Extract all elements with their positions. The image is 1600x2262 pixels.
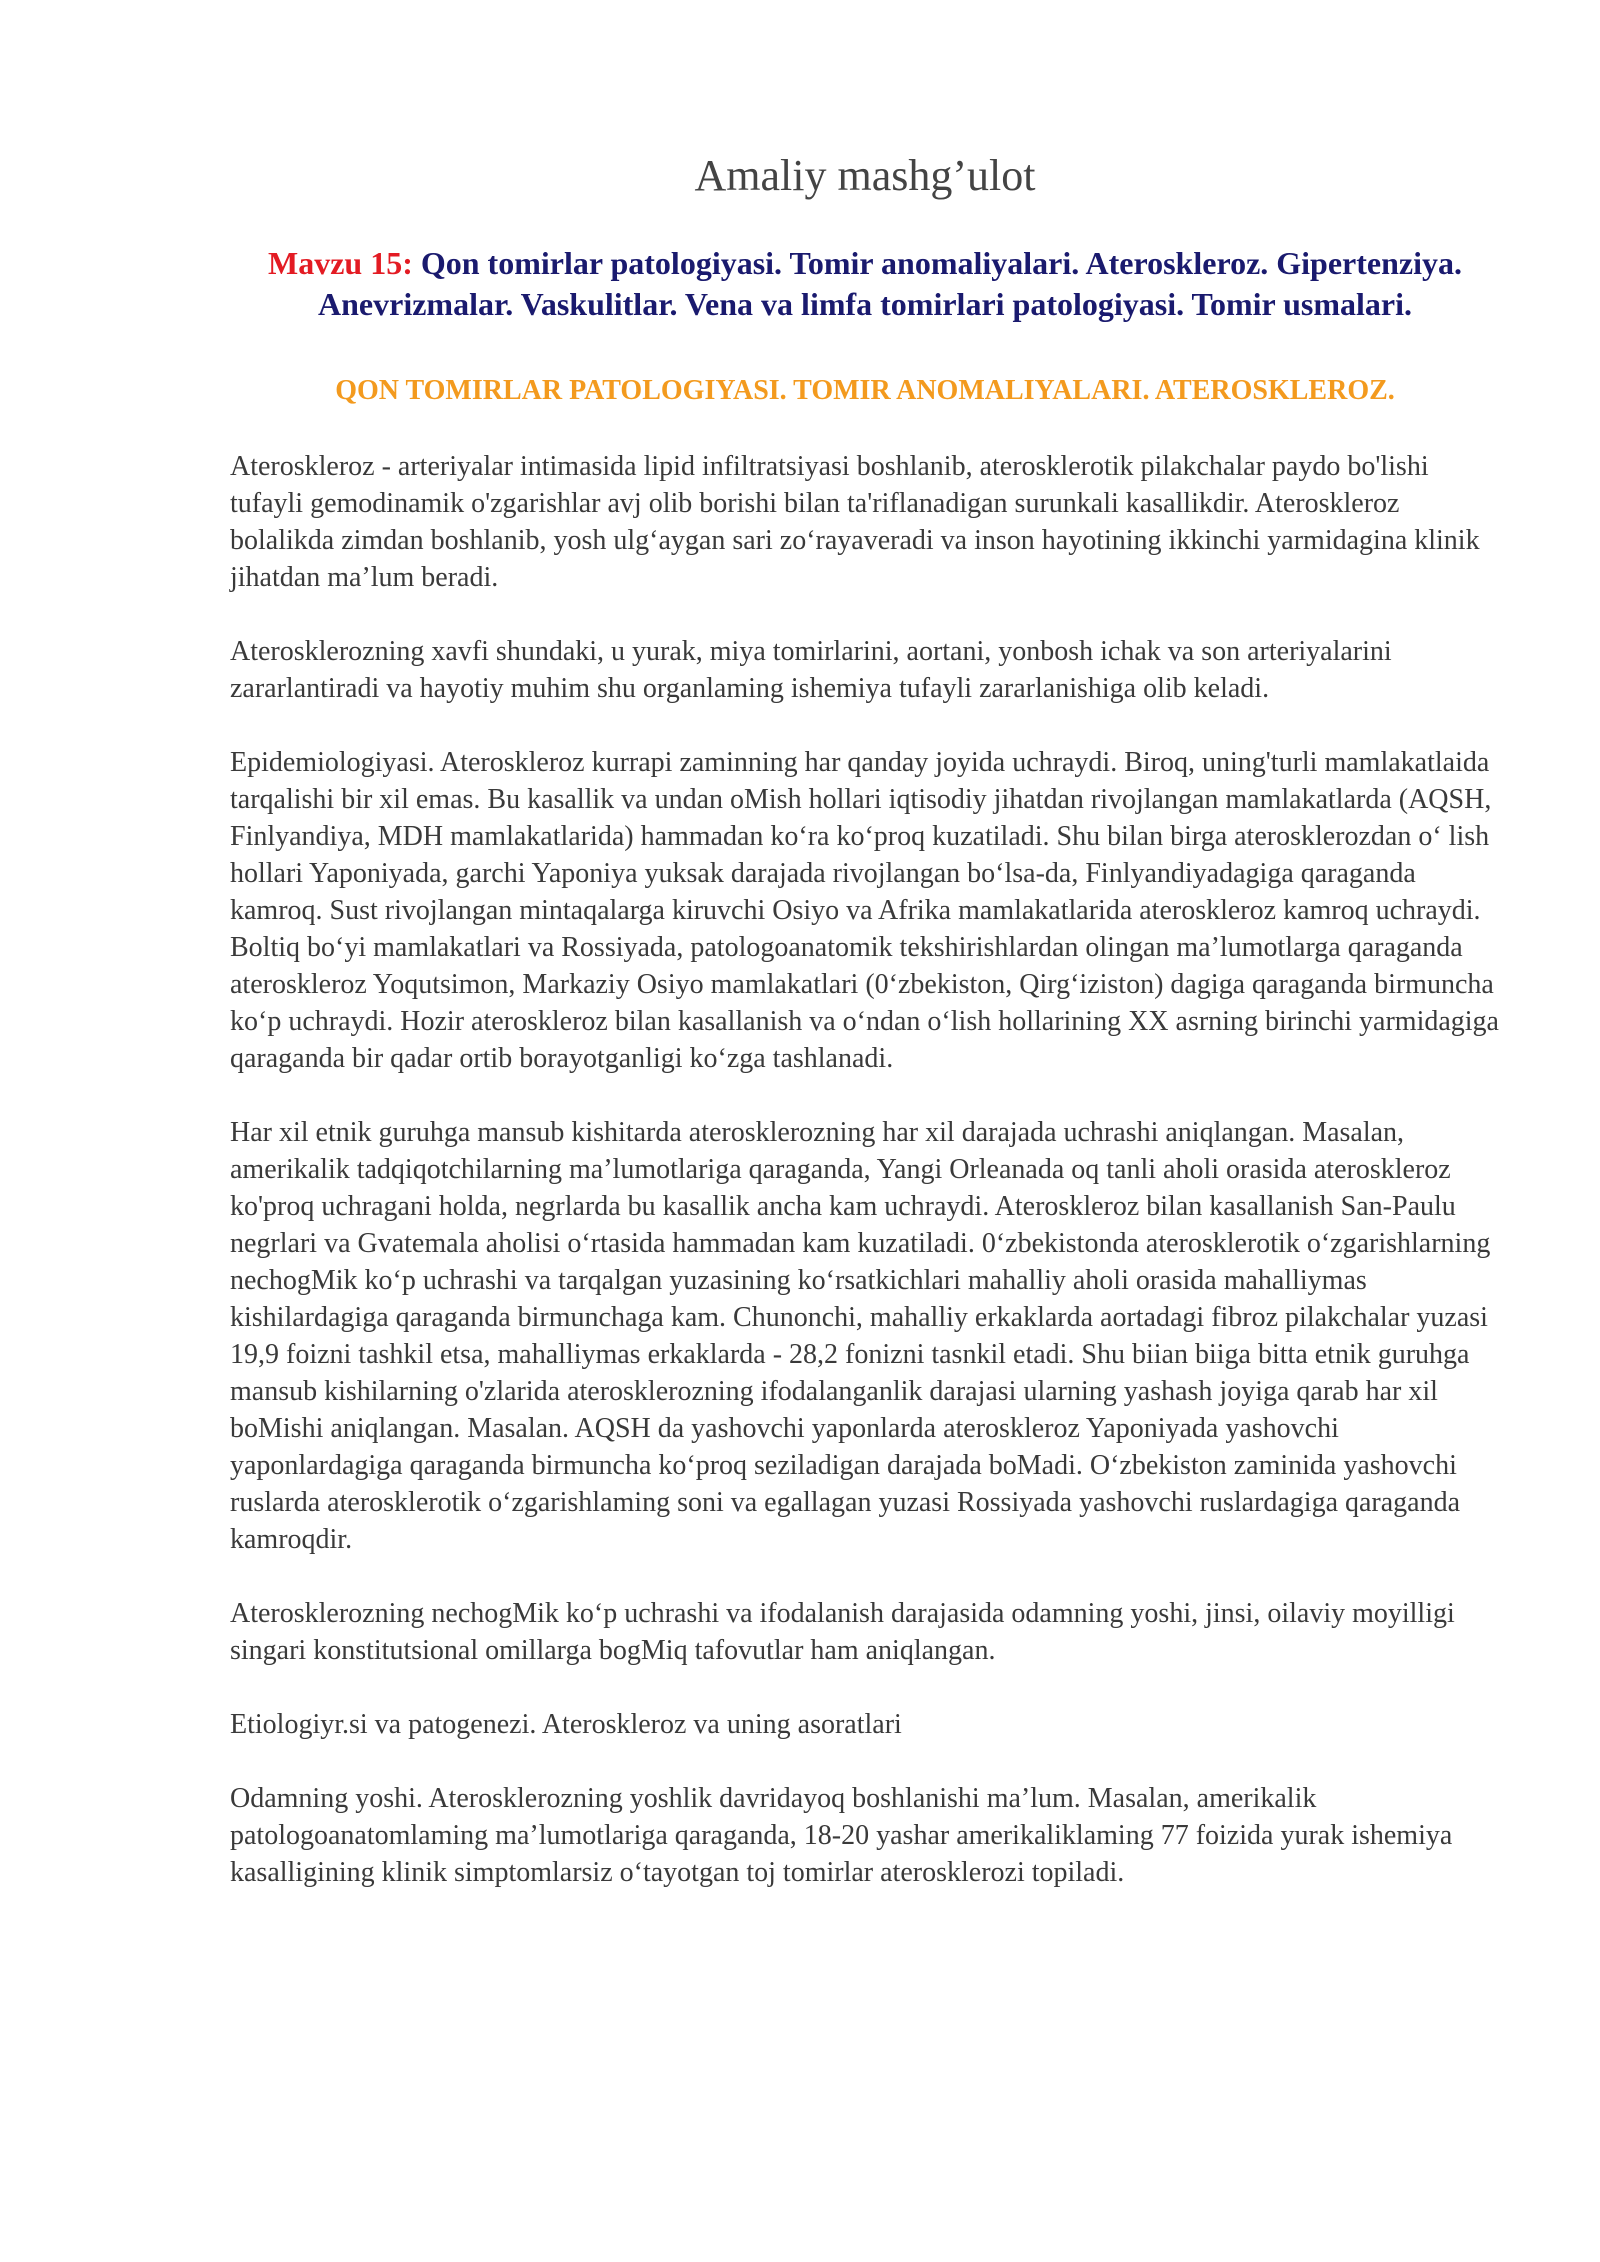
paragraph-etiology-heading: Etiologiyr.si va patogenezi. Ateroskleroz va uning asoratlari <box>230 1708 902 1740</box>
paragraph-constitutional-factors: Aterosklerozning nechogMik ko‘p uchrashi va ifodalanish darajasida odamning yoshi, jinsi, oilaviy moyilligi singari konstitutsional omillarga bogMiq tafovutlar ham aniqlangan. <box>230 1597 1455 1666</box>
topic-text: Qon tomirlar patologiyasi. Tomir anomaliyalari. Ateroskleroz. Gipertenziya. Anevrizmalar. Vaskulitlar. Vena va limfa tomirlari patologiyasi. Tomir usmalari. <box>318 244 1462 323</box>
paragraph-epidemiology: Epidemiologiyasi. Ateroskleroz kurrapi zaminning har qanday joyida uchraydi. Biroq, uning'turli mamlakatlaida tarqalishi bir xil emas. Bu kasallik va undan oMish hollari iqtisodiy jihatdan rivojlangan mamlakatlarda (AQSH, Finlyandiya, MDH mamlakatlarida) hammadan ko‘ra ko‘proq kuzatiladi. Shu bilan birga aterosklerozdan o‘ lish hollari Yaponiyada, garchi Yaponiya yuksak darajada rivojlangan bo‘lsa-da, Finlyandiyadagiga qaraganda kamroq. Sust rivojlangan mintaqalarga kiruvchi Osiyo va Afrika mamlakatlarida ateroskleroz kamroq uchraydi. Boltiq bo‘yi mamlakatlari va Rossiyada, patologoanatomik tekshirishlardan olingan ma’lumotlarga qaraganda ateroskleroz Yoqutsimon, Markaziy Osiyo mamlakatlari (0‘zbekiston, Qirg‘iziston) dagiga qaraganda birmuncha ko‘p uchraydi. Hozir ateroskleroz bilan kasallanish va o‘ndan o‘lish hollarining XX asrning birinchi yarmidagiga qaraganda bir qadar ortib borayotganligi ko‘zga tashlanadi. <box>230 746 1499 1074</box>
paragraph-definition: Ateroskleroz - arteriyalar intimasida lipid infiltratsiyasi boshlanib, aterosklerotik pilakchalar paydo bo'lishi tufayli gemodinamik o'zgarishlar avj olib borishi bilan ta'riflanadigan surunkali kasallikdir. Ateroskleroz bolalikda zimdan boshlanib, yosh ulg‘aygan sari zo‘rayaveradi va inson hayotining ikkinchi yarmidagina klinik jihatdan ma’lum beradi. <box>230 450 1480 593</box>
paragraph-age: Odamning yoshi. Aterosklerozning yoshlik davridayoq boshlanishi ma’lum. Masalan, amerikalik patologoanatomlaming ma’lumotlariga qaraganda, 18-20 yashar amerikaliklaming 77 foizida yurak ishemiya kasalligining klinik simptomlarsiz o‘tayotgan toj tomirlar aterosklerozi topiladi. <box>230 1782 1453 1888</box>
topic-label: Mavzu 15: <box>268 244 413 281</box>
page-title: Amaliy mashg’ulot <box>694 151 1036 200</box>
document-page <box>230 150 1500 1928</box>
paragraph-ethnic-groups: Har xil etnik guruhga mansub kishitarda aterosklerozning har xil darajada uchrashi aniqlangan. Masalan, amerikalik tadqiqotchilarning ma’lumotlariga qaraganda, Yangi Orleanada oq tanli aholi orasida ateroskleroz ko'proq uchragani holda, negrlarda bu kasallik ancha kam uchraydi. Ateroskleroz bilan kasallanish San-Paulu negrlari va Gvatemala aholisi o‘rtasida hammadan kam kuzatiladi. 0‘zbekistonda aterosklerotik o‘zgarishlarning nechogMik ko‘p uchrashi va tarqalgan yuzasining ko‘rsatkichlari mahalliy aholi orasida mahalliymas kishilardagiga qaraganda birmunchaga kam. Chunonchi, mahalliy erkaklarda aortadagi fibroz pilakchalar yuzasi 19,9 foizni tashkil etsa, mahalliymas erkaklarda - 28,2 fonizni tasnkil etadi. Shu biian biiga bitta etnik guruhga mansub kishilarning o'zlarida aterosklerozning ifodalanganlik darajasi ularning yashash joyiga qarab har xil boMishi aniqlangan. Masalan. AQSH da yashovchi yaponlarda ateroskleroz Yaponiyada yashovchi yaponlardagiga qaraganda birmuncha ko‘proq seziladigan darajada boMadi. O‘zbekiston zaminida yashovchi ruslarda aterosklerotik o‘zgarishlaming soni va egallagan yuzasi Rossiyada yashovchi ruslardagiga qaraganda kamroqdir. <box>230 1116 1491 1555</box>
topic-heading <box>230 243 1500 326</box>
paragraph-danger: Aterosklerozning xavfi shundaki, u yurak, miya tomirlarini, aortani, yonbosh ichak va son arteriyalarini zararlantiradi va hayotiy muhim shu organlaming ishemiya tufayli zararlanishiga olib keladi. <box>230 635 1392 704</box>
section-heading: QON TOMIRLAR PATOLOGIYASI. TOMIR ANOMALIYALARI. ATEROSKLEROZ. <box>335 374 1395 406</box>
